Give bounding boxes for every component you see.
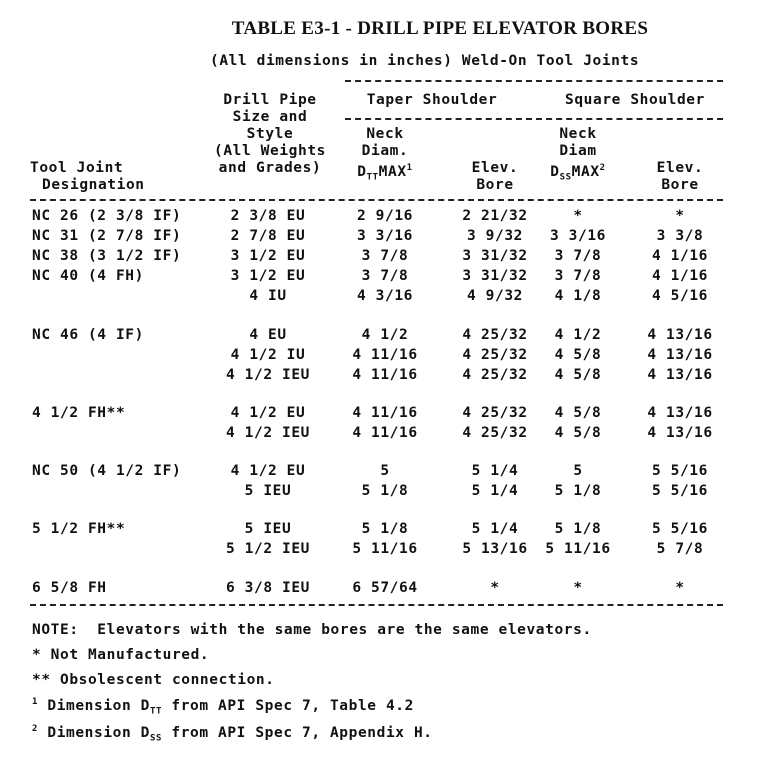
header-line: Neck: [559, 126, 597, 142]
tool-joint-cell: NC 26 (2 3/8 IF): [32, 208, 182, 224]
footnote-mark: 2: [32, 724, 39, 734]
square-bore-cell: 4 5/16: [652, 288, 708, 304]
square-neck-cell: 4 5/8: [554, 367, 602, 383]
taper-neck-cell: 3 7/8: [361, 268, 409, 284]
taper-neck-cell: 4 3/16: [357, 288, 413, 304]
square-neck-cell: *: [573, 580, 583, 596]
note-obsolescent: ** Obsolescent connection.: [32, 672, 275, 688]
header-drill-pipe: [205, 92, 335, 177]
header-part: TT: [366, 172, 379, 183]
drill-pipe-cell: 2 7/8 EU: [230, 228, 306, 244]
table-row: [0, 423, 768, 443]
square-neck-cell: 5 11/16: [545, 541, 611, 557]
taper-neck-cell: 5: [380, 463, 390, 479]
taper-neck-cell: 4 1/2: [361, 327, 409, 343]
taper-bore-cell: *: [490, 580, 500, 596]
footnote-2: [32, 724, 433, 744]
drill-pipe-cell: 4 1/2 IEU: [226, 425, 310, 441]
square-neck-cell: 3 7/8: [554, 248, 602, 264]
table-row: [0, 461, 768, 481]
taper-bore-cell: 5 1/4: [471, 521, 519, 537]
square-neck-cell: 5: [573, 463, 583, 479]
drill-pipe-cell: 4 1/2 EU: [230, 463, 306, 479]
footnote-mark: 1: [32, 697, 39, 707]
table-row: [0, 578, 768, 598]
table-row: [0, 365, 768, 385]
square-neck-cell: 4 5/8: [554, 405, 602, 421]
square-neck-cell: 5 1/8: [554, 483, 602, 499]
drill-pipe-cell: 4 1/2 IEU: [226, 367, 310, 383]
square-neck-cell: 5 1/8: [554, 521, 602, 537]
table-row: [0, 403, 768, 423]
square-bore-cell: 4 13/16: [647, 367, 713, 383]
header-line: Diam: [559, 143, 597, 159]
divider: [345, 118, 723, 120]
drill-pipe-cell: 4 EU: [249, 327, 287, 343]
square-bore-cell: 5 7/8: [656, 541, 704, 557]
taper-neck-cell: 3 7/8: [361, 248, 409, 264]
table-row: [0, 286, 768, 306]
header-part: MAX: [378, 163, 407, 180]
table-row: [0, 539, 768, 559]
footnote-part: Dimension D: [38, 724, 150, 741]
drill-pipe-cell: 3 1/2 EU: [230, 268, 306, 284]
taper-bore-cell: 4 25/32: [462, 347, 528, 363]
square-bore-cell: 4 1/16: [652, 268, 708, 284]
taper-bore-cell: 4 9/32: [467, 288, 523, 304]
taper-neck-cell: 4 11/16: [352, 367, 418, 383]
note-not-manufactured: * Not Manufactured.: [32, 647, 210, 663]
taper-neck-cell: 4 11/16: [352, 347, 418, 363]
square-neck-cell: *: [573, 208, 583, 224]
table-subtitle: (All dimensions in inches) Weld-On Tool Joints: [210, 53, 640, 69]
drill-pipe-cell: 6 3/8 IEU: [226, 580, 310, 596]
table-row: [0, 481, 768, 501]
header-part: MAX: [571, 163, 600, 180]
square-bore-cell: 4 13/16: [647, 347, 713, 363]
taper-bore-cell: 2 21/32: [462, 208, 528, 224]
drill-pipe-cell: 4 1/2 IU: [230, 347, 306, 363]
footnote-1: [32, 697, 414, 717]
taper-bore-cell: 3 9/32: [467, 228, 523, 244]
header-taper-shoulder: Taper Shoulder: [366, 92, 498, 108]
header-line: [528, 160, 628, 187]
drill-pipe-cell: 5 IEU: [244, 521, 292, 537]
divider: [30, 199, 723, 201]
square-bore-cell: 4 13/16: [647, 405, 713, 421]
header-line: (All Weights: [214, 143, 326, 159]
header-part: D: [550, 163, 560, 180]
taper-bore-cell: 4 25/32: [462, 367, 528, 383]
footnote-part: from API Spec 7, Table 4.2: [162, 697, 414, 714]
taper-bore-cell: 3 31/32: [462, 268, 528, 284]
taper-neck-cell: 5 11/16: [352, 541, 418, 557]
drill-pipe-cell: 5 1/2 IEU: [226, 541, 310, 557]
header-line: Neck: [366, 126, 404, 142]
header-line: and Grades): [218, 160, 322, 176]
table-row: [0, 206, 768, 226]
table-row: [0, 246, 768, 266]
drill-pipe-cell: 4 1/2 EU: [230, 405, 306, 421]
square-bore-cell: 3 3/8: [656, 228, 704, 244]
header-line: [335, 160, 435, 187]
taper-neck-cell: 5 1/8: [361, 483, 409, 499]
square-neck-cell: 4 5/8: [554, 425, 602, 441]
header-line: Bore: [661, 177, 699, 193]
square-neck-cell: 4 1/2: [554, 327, 602, 343]
taper-neck-cell: 4 11/16: [352, 425, 418, 441]
header-line: Elev.: [656, 160, 704, 176]
tool-joint-cell: NC 46 (4 IF): [32, 327, 144, 343]
square-neck-cell: 4 1/8: [554, 288, 602, 304]
table-row: [0, 226, 768, 246]
header-line: Bore: [476, 177, 514, 193]
square-neck-cell: 4 5/8: [554, 347, 602, 363]
drill-pipe-cell: 5 IEU: [244, 483, 292, 499]
tool-joint-cell: NC 40 (4 FH): [32, 268, 144, 284]
footnote-part: from API Spec 7, Appendix H.: [162, 724, 433, 741]
footnote-part: TT: [150, 706, 163, 717]
header-square-bore: [630, 160, 730, 194]
taper-bore-cell: 4 25/32: [462, 405, 528, 421]
taper-bore-cell: 4 25/32: [462, 425, 528, 441]
table-title: TABLE E3-1 - DRILL PIPE ELEVATOR BORES: [231, 18, 649, 39]
square-bore-cell: 4 13/16: [647, 327, 713, 343]
taper-bore-cell: 5 1/4: [471, 463, 519, 479]
header-line: Elev.: [471, 160, 519, 176]
square-bore-cell: *: [675, 580, 685, 596]
header-line: Designation: [42, 177, 145, 193]
note-text: NOTE: Elevators with the same bores are the same elevators.: [32, 622, 592, 638]
table-row: [0, 266, 768, 286]
divider: [345, 80, 723, 82]
tool-joint-cell: 4 1/2 FH**: [32, 405, 126, 421]
taper-neck-cell: 4 11/16: [352, 405, 418, 421]
header-line: Diam.: [361, 143, 409, 159]
tool-joint-cell: NC 38 (3 1/2 IF): [32, 248, 182, 264]
square-bore-cell: 5 5/16: [652, 521, 708, 537]
square-bore-cell: 4 13/16: [647, 425, 713, 441]
header-taper-neck: [335, 126, 435, 187]
footnote-ref: 2: [599, 163, 606, 173]
footnote-ref: 1: [406, 163, 413, 173]
square-bore-cell: *: [675, 208, 685, 224]
tool-joint-cell: NC 50 (4 1/2 IF): [32, 463, 182, 479]
header-line: Size and: [232, 109, 308, 125]
header-part: D: [357, 163, 367, 180]
square-neck-cell: 3 7/8: [554, 268, 602, 284]
header-part: SS: [559, 172, 572, 183]
taper-neck-cell: 6 57/64: [352, 580, 418, 596]
header-line: Style: [246, 126, 294, 142]
drill-pipe-cell: 4 IU: [249, 288, 287, 304]
tool-joint-cell: 5 1/2 FH**: [32, 521, 126, 537]
square-neck-cell: 3 3/16: [550, 228, 606, 244]
taper-neck-cell: 5 1/8: [361, 521, 409, 537]
taper-bore-cell: 5 1/4: [471, 483, 519, 499]
header-square-shoulder: Square Shoulder: [565, 92, 705, 108]
taper-neck-cell: 3 3/16: [357, 228, 413, 244]
footnote-part: SS: [150, 733, 163, 744]
taper-bore-cell: 3 31/32: [462, 248, 528, 264]
taper-neck-cell: 2 9/16: [357, 208, 413, 224]
header-line: Drill Pipe: [223, 92, 317, 108]
square-bore-cell: 5 5/16: [652, 483, 708, 499]
drill-pipe-cell: 2 3/8 EU: [230, 208, 306, 224]
square-bore-cell: 5 5/16: [652, 463, 708, 479]
header-square-neck: [528, 126, 628, 187]
table-row: [0, 325, 768, 345]
table-row: [0, 519, 768, 539]
tool-joint-cell: NC 31 (2 7/8 IF): [32, 228, 182, 244]
taper-bore-cell: 4 25/32: [462, 327, 528, 343]
taper-bore-cell: 5 13/16: [462, 541, 528, 557]
header-tool-joint: [30, 160, 180, 194]
square-bore-cell: 4 1/16: [652, 248, 708, 264]
drill-pipe-cell: 3 1/2 EU: [230, 248, 306, 264]
table-row: [0, 345, 768, 365]
header-line: Tool Joint: [30, 160, 124, 176]
divider: [30, 604, 723, 606]
tool-joint-cell: 6 5/8 FH: [32, 580, 107, 596]
footnote-part: Dimension D: [38, 697, 150, 714]
